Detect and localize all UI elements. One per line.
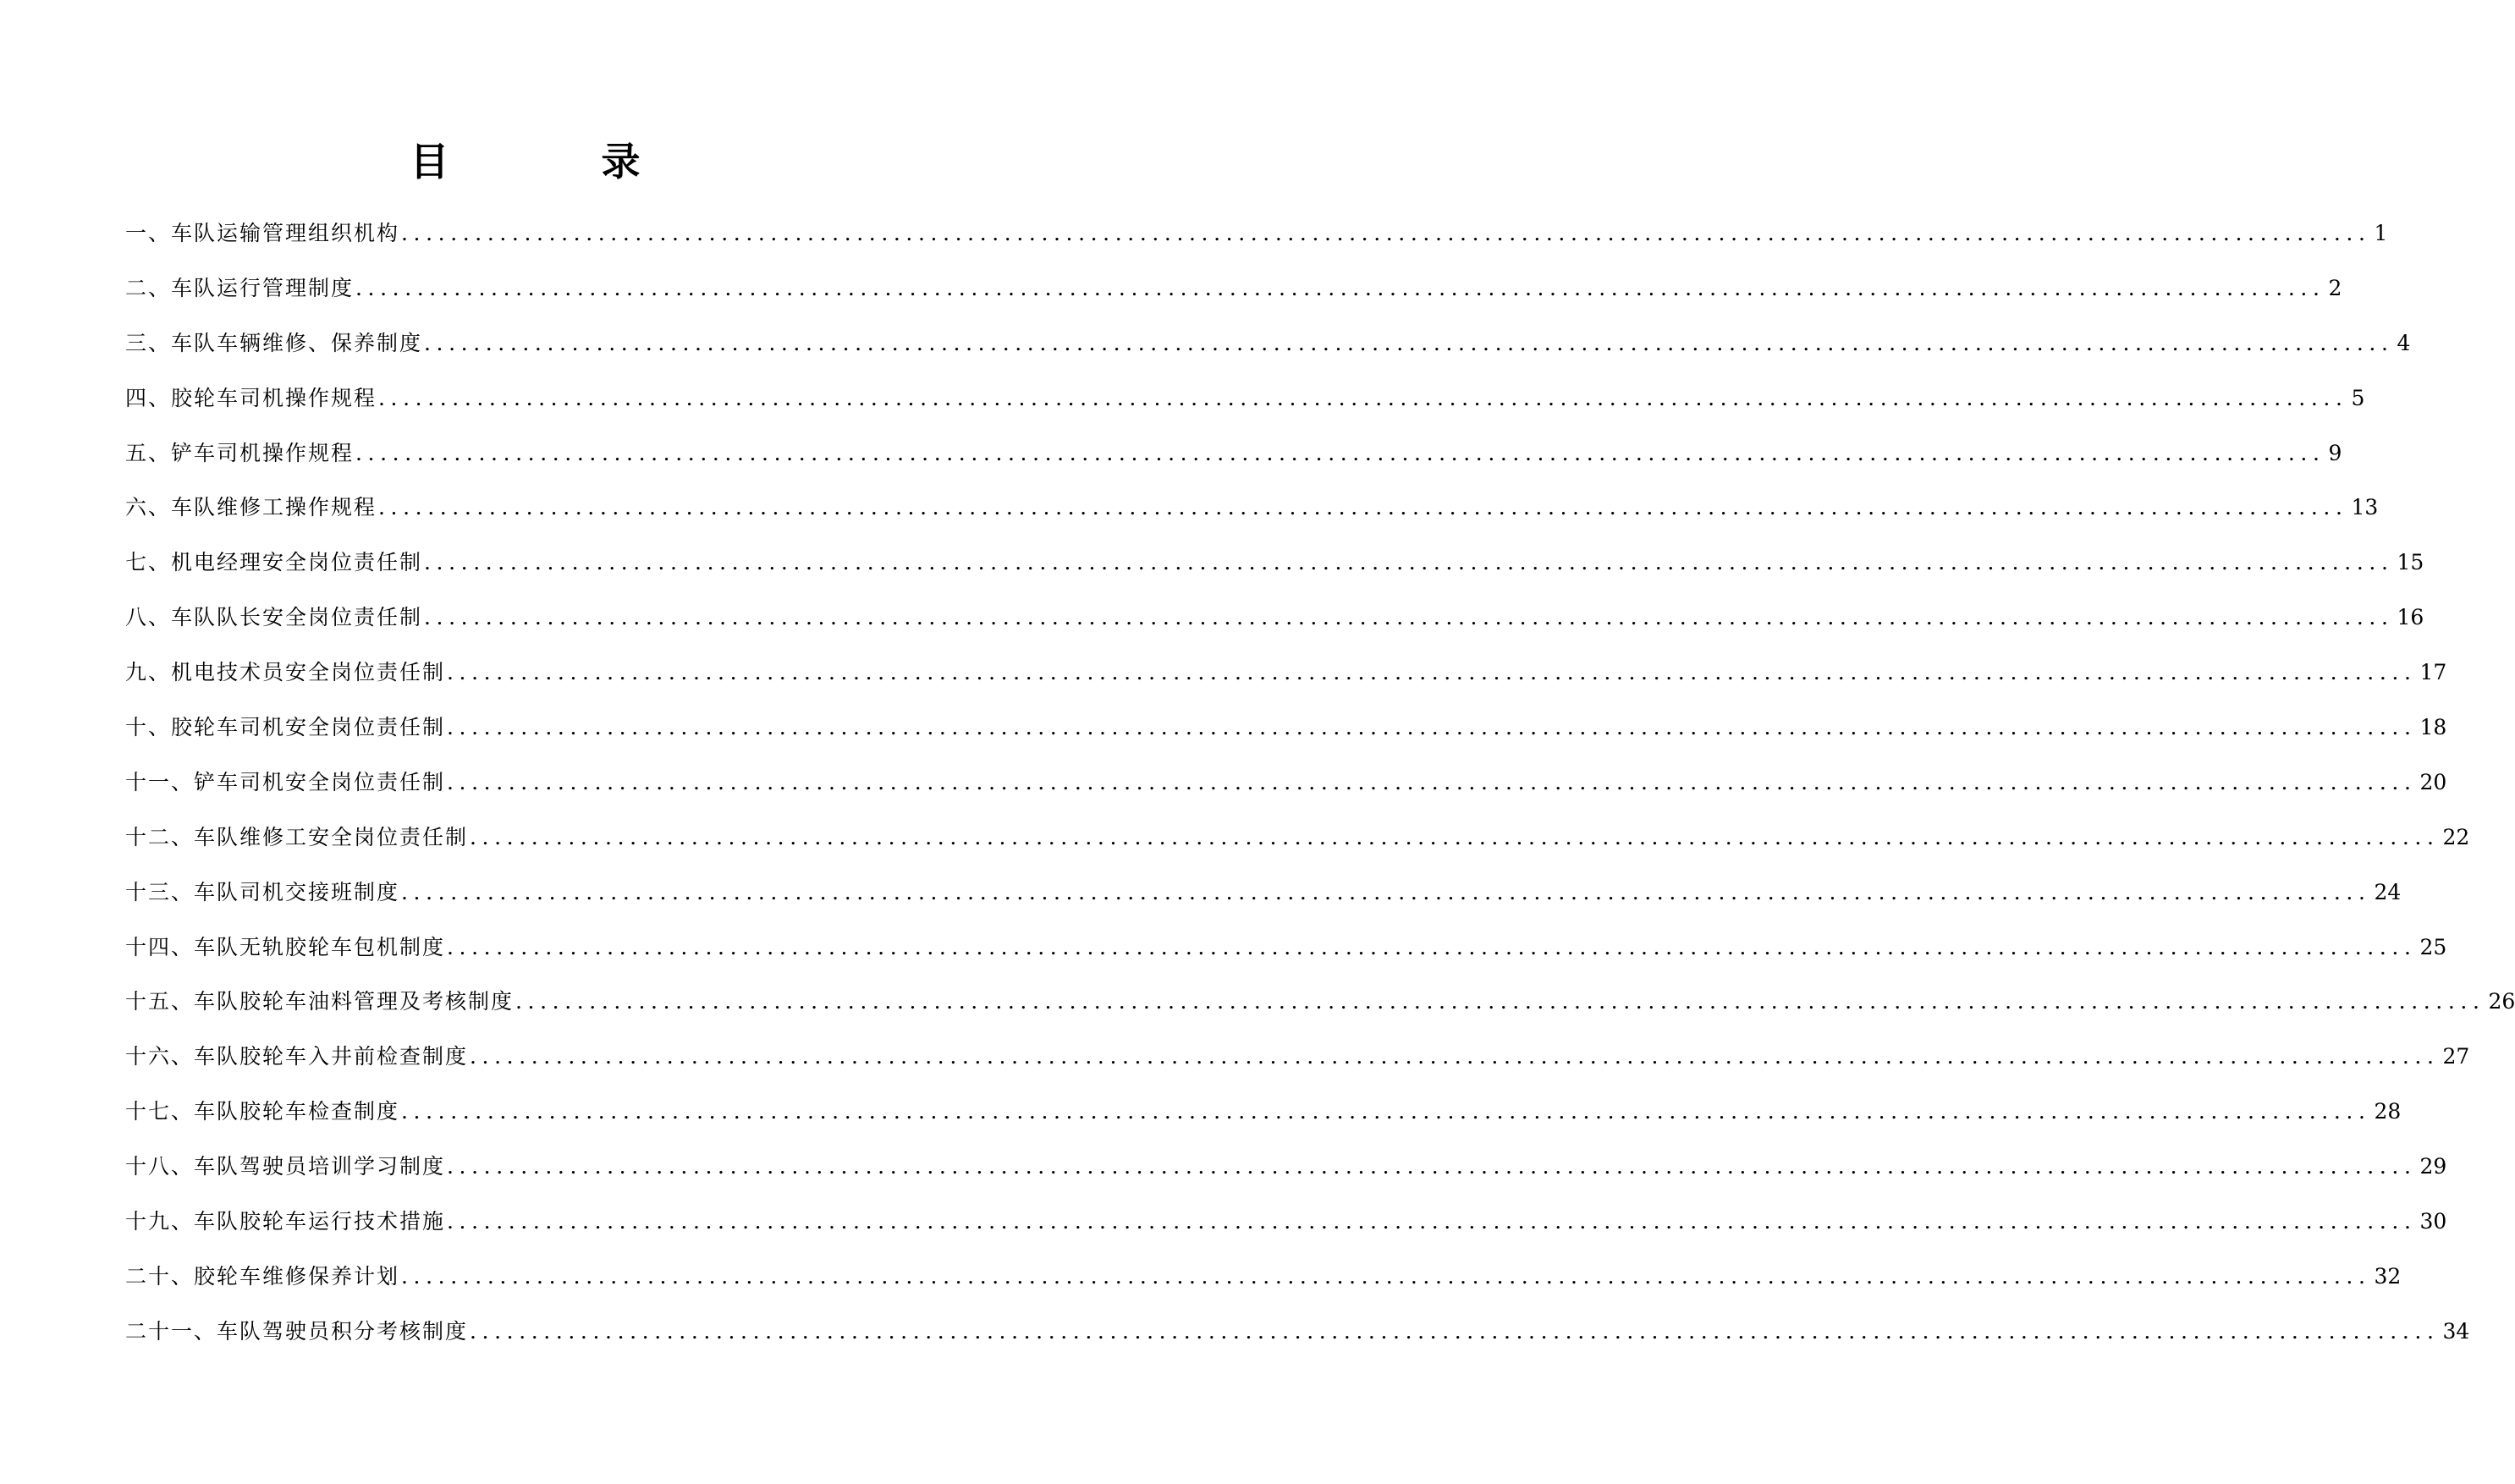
toc-entry-page-number: 29 xyxy=(2419,1154,2447,1179)
toc-dot-leader: ................................................................................................................................................................ xyxy=(447,1154,2417,1179)
toc-dot-leader: ................................................................................................................................................................ xyxy=(401,1099,2371,1124)
page-title xyxy=(0,136,1050,187)
toc-entry[interactable] xyxy=(125,1095,2402,1150)
toc-dot-leader: ................................................................................................................................................................ xyxy=(447,1209,2417,1234)
toc-entry-label: 十五、车队胶轮车油料管理及考核制度 xyxy=(125,989,515,1014)
toc-entry-page-number: 15 xyxy=(2397,550,2424,575)
toc-entry[interactable] xyxy=(125,1150,2447,1205)
toc-entry-label: 十三、车队司机交接班制度 xyxy=(125,879,400,904)
toc-entry[interactable] xyxy=(125,931,2447,986)
toc-entry[interactable] xyxy=(125,546,2424,601)
toc-entry[interactable] xyxy=(125,876,2402,931)
toc-entry-page-number: 18 xyxy=(2419,715,2447,740)
toc-dot-leader: ................................................................................................................................................................ xyxy=(447,715,2417,740)
toc-entry[interactable] xyxy=(125,437,2342,492)
toc-entry-label: 十一、铲车司机安全岗位责任制 xyxy=(125,769,446,794)
toc-entry-page-number: 4 xyxy=(2397,330,2411,355)
toc-dot-leader: ................................................................................................................................................................ xyxy=(424,330,2394,355)
toc-entry-label: 六、车队维修工操作规程 xyxy=(125,495,377,520)
toc-entry-page-number: 16 xyxy=(2397,605,2424,630)
toc-entry[interactable] xyxy=(125,711,2447,766)
toc-entry[interactable] xyxy=(125,327,2411,382)
toc-dot-leader: ................................................................................................................................................................ xyxy=(401,221,2371,245)
toc-dot-leader: ................................................................................................................................................................ xyxy=(447,934,2417,959)
toc-entry-page-number: 24 xyxy=(2374,879,2402,904)
toc-dot-leader: ................................................................................................................................................................ xyxy=(378,495,2348,520)
toc-entry[interactable] xyxy=(125,656,2447,711)
toc-entry-label: 十九、车队胶轮车运行技术措施 xyxy=(125,1209,446,1234)
toc-entry-page-number: 20 xyxy=(2419,769,2447,794)
toc-dot-leader: ................................................................................................................................................................ xyxy=(401,1263,2371,1289)
toc-entry-page-number: 34 xyxy=(2442,1318,2470,1344)
toc-entry-label: 四、胶轮车司机操作规程 xyxy=(125,385,377,410)
toc-dot-leader: ................................................................................................................................................................ xyxy=(378,385,2348,410)
toc-entry-label: 二、车队运行管理制度 xyxy=(125,275,355,300)
toc-entry-page-number: 13 xyxy=(2351,495,2379,520)
toc-entry-label: 二十、胶轮车维修保养计划 xyxy=(125,1263,400,1289)
toc-entry-page-number: 2 xyxy=(2328,275,2342,300)
toc-entry[interactable] xyxy=(125,272,2342,327)
toc-entry-label: 二十一、车队驾驶员积分考核制度 xyxy=(125,1318,469,1344)
toc-entry[interactable] xyxy=(125,1040,2470,1095)
toc-entry-label: 十七、车队胶轮车检查制度 xyxy=(125,1099,400,1124)
toc-entry-label: 十二、车队维修工安全岗位责任制 xyxy=(125,824,469,849)
toc-entry-label: 十、胶轮车司机安全岗位责任制 xyxy=(125,715,446,740)
toc-dot-leader: ................................................................................................................................................................ xyxy=(470,1044,2440,1069)
toc-entry[interactable] xyxy=(125,382,2365,437)
table-of-contents xyxy=(125,217,2515,1370)
toc-entry-page-number: 26 xyxy=(2488,989,2515,1014)
toc-dot-leader: ................................................................................................................................................................ xyxy=(515,989,2485,1014)
toc-entry[interactable] xyxy=(125,491,2379,546)
toc-entry-label: 十八、车队驾驶员培训学习制度 xyxy=(125,1154,446,1179)
toc-entry-label: 一、车队运输管理组织机构 xyxy=(125,221,400,245)
toc-dot-leader: ................................................................................................................................................................ xyxy=(424,605,2394,630)
toc-dot-leader: ................................................................................................................................................................ xyxy=(447,660,2417,685)
toc-dot-leader: ................................................................................................................................................................ xyxy=(401,879,2371,904)
toc-entry[interactable] xyxy=(125,821,2470,876)
toc-entry-page-number: 5 xyxy=(2351,385,2365,410)
title-char-right: 录 xyxy=(601,138,641,184)
toc-entry[interactable] xyxy=(125,766,2447,821)
toc-entry-label: 十六、车队胶轮车入井前检查制度 xyxy=(125,1044,469,1069)
toc-entry-label: 九、机电技术员安全岗位责任制 xyxy=(125,660,446,685)
toc-entry-label: 五、铲车司机操作规程 xyxy=(125,440,355,465)
toc-dot-leader: ................................................................................................................................................................ xyxy=(355,275,2325,300)
toc-entry-page-number: 25 xyxy=(2419,934,2447,959)
toc-entry-label: 三、车队车辆维修、保养制度 xyxy=(125,330,423,355)
title-char-left: 目 xyxy=(410,138,449,184)
toc-entry[interactable] xyxy=(125,217,2388,272)
toc-dot-leader: ................................................................................................................................................................ xyxy=(355,440,2325,465)
toc-entry-page-number: 30 xyxy=(2419,1209,2447,1234)
toc-entry[interactable] xyxy=(125,1315,2470,1370)
toc-entry-page-number: 22 xyxy=(2442,824,2470,849)
toc-entry-page-number: 28 xyxy=(2374,1099,2402,1124)
toc-entry-label: 七、机电经理安全岗位责任制 xyxy=(125,550,423,575)
toc-entry[interactable] xyxy=(125,1205,2447,1260)
toc-dot-leader: ................................................................................................................................................................ xyxy=(470,824,2440,849)
toc-dot-leader: ................................................................................................................................................................ xyxy=(424,550,2394,575)
toc-entry-page-number: 27 xyxy=(2442,1044,2470,1069)
toc-dot-leader: ................................................................................................................................................................ xyxy=(447,769,2417,794)
toc-entry-page-number: 32 xyxy=(2374,1263,2402,1289)
toc-entry[interactable] xyxy=(125,985,2515,1040)
toc-entry[interactable] xyxy=(125,601,2424,656)
toc-dot-leader: ................................................................................................................................................................ xyxy=(470,1318,2440,1344)
toc-entry-label: 八、车队队长安全岗位责任制 xyxy=(125,605,423,630)
toc-entry-page-number: 1 xyxy=(2374,221,2388,245)
toc-entry-page-number: 9 xyxy=(2328,440,2342,465)
toc-entry[interactable] xyxy=(125,1260,2402,1315)
toc-entry-page-number: 17 xyxy=(2419,660,2447,685)
toc-entry-label: 十四、车队无轨胶轮车包机制度 xyxy=(125,934,446,959)
